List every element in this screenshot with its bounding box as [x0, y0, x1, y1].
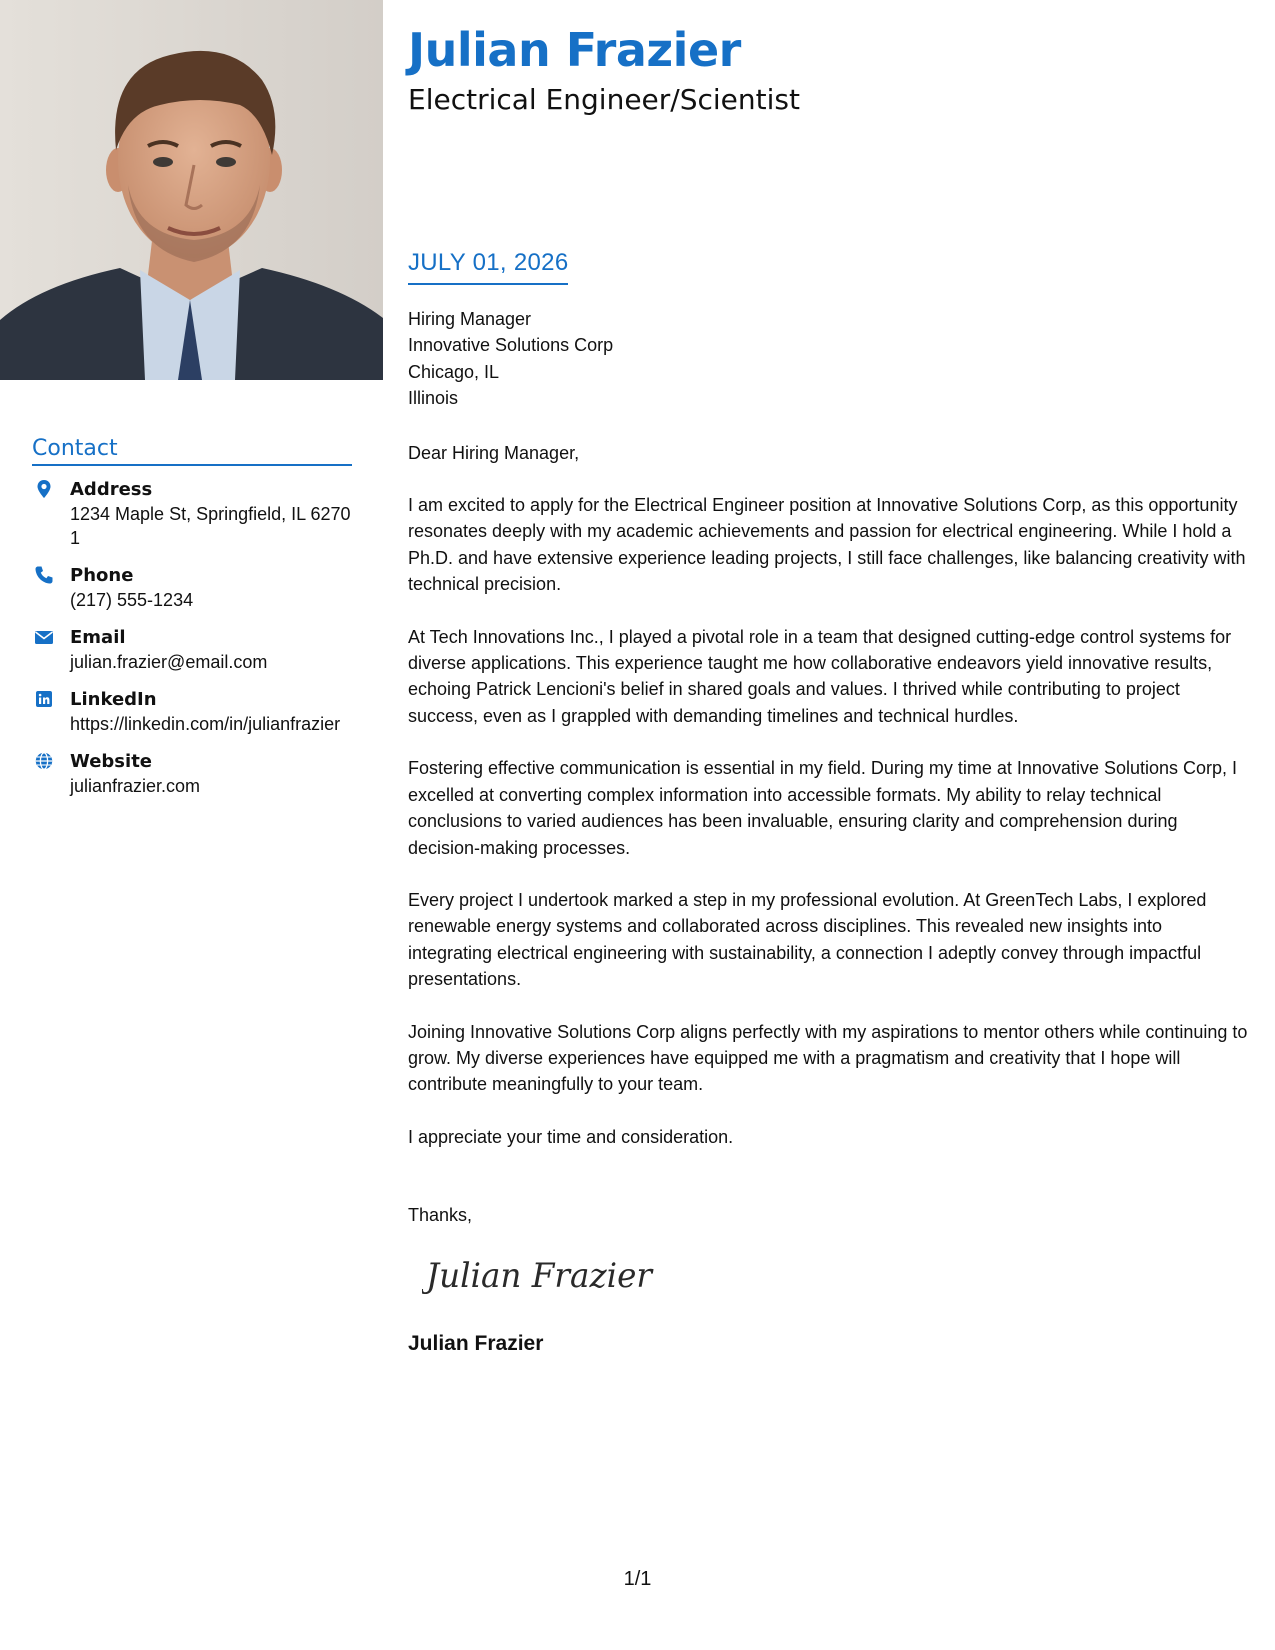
phone-icon	[34, 565, 54, 585]
contact-title: Contact	[32, 436, 352, 466]
envelope-icon	[34, 627, 54, 647]
address-value: 1234 Maple St, Springfield, IL 62701	[70, 504, 351, 548]
letter-paragraph: Every project I undertook marked a step in my professional evolution. At GreenTech Labs, I explored renewable energy systems and collaborated across disciplines. This revealed new insights into integrating electrical engineering with sustainability, a connection I adeptly convey through impactful presentations.	[408, 889, 1207, 990]
recipient-line: Illinois	[408, 388, 459, 409]
linkedin-value[interactable]: https://linkedin.com/in/julianfrazier	[70, 714, 341, 734]
phone-label: Phone	[70, 565, 134, 586]
profile-photo	[0, 0, 383, 380]
email-value: julian.frazier@email.com	[70, 652, 268, 672]
svg-text:Julian Frazier: Julian Frazier	[422, 1255, 654, 1296]
page-number: 1/1	[623, 1568, 652, 1590]
recipient-line: Innovative Solutions Corp	[408, 335, 614, 356]
salutation: Dear Hiring Manager,	[408, 442, 580, 463]
letter-body	[408, 306, 1248, 1358]
contact-section	[32, 436, 352, 812]
website-label: Website	[70, 751, 153, 772]
contact-email	[32, 626, 352, 674]
recipient-line: Hiring Manager	[408, 309, 532, 329]
email-label: Email	[70, 627, 126, 648]
header-name: Julian Frazier	[408, 23, 741, 77]
map-pin-icon	[34, 479, 54, 499]
globe-icon	[34, 751, 54, 771]
contact-linkedin	[32, 688, 352, 736]
header-role: Electrical Engineer/Scientist	[408, 83, 800, 116]
closing-line: I appreciate your time and consideration.	[408, 1126, 734, 1147]
letter-paragraph: At Tech Innovations Inc., I played a pivotal role in a team that designed cutting-edge control systems for diverse applications. This experience taught me how collaborative endeavors yield innovative results, echoing Patrick Lencioni's belief in shared goals and values. I thrived while contributing to project success, even as I grappled with demanding timelines and technical hurdles.	[408, 626, 1232, 726]
phone-value: (217) 555-1234	[70, 590, 194, 610]
recipient-block	[408, 306, 1248, 412]
signoff: Thanks,	[408, 1205, 473, 1226]
contact-phone	[32, 564, 352, 612]
contact-address	[32, 478, 352, 550]
letter-paragraph: Fostering effective communication is essential in my field. During my time at Innovative Solutions Corp, I excelled at converting complex information into accessible formats. My ability to relay technical conclusions to varied audiences has been invaluable, ensuring clarity and comprehension during decision-making processes.	[408, 758, 1238, 858]
linkedin-label: LinkedIn	[70, 689, 157, 710]
address-label: Address	[70, 479, 153, 500]
linkedin-icon	[34, 689, 54, 709]
signed-name: Julian Frazier	[408, 1331, 544, 1355]
letter-date: JULY 01, 2026	[408, 248, 568, 285]
contact-website	[32, 750, 352, 798]
website-value[interactable]: julianfrazier.com	[70, 776, 201, 796]
signature-image	[422, 1247, 662, 1303]
letter-paragraph: Joining Innovative Solutions Corp aligns perfectly with my aspirations to mentor others while continuing to grow. My diverse experiences have equipped me with a pragmatism and creativity that I hope will contribute meaningfully to your team.	[408, 1021, 1248, 1095]
letter-paragraph: I am excited to apply for the Electrical Engineer position at Innovative Solutions Corp, as this opportunity resonates deeply with my academic achievements and passion for electrical engineering. While I hold a Ph.D. and have extensive experience leading projects, I still face challenges, like balancing creativity with technical precision.	[408, 495, 1246, 595]
recipient-line: Chicago, IL	[408, 361, 500, 382]
